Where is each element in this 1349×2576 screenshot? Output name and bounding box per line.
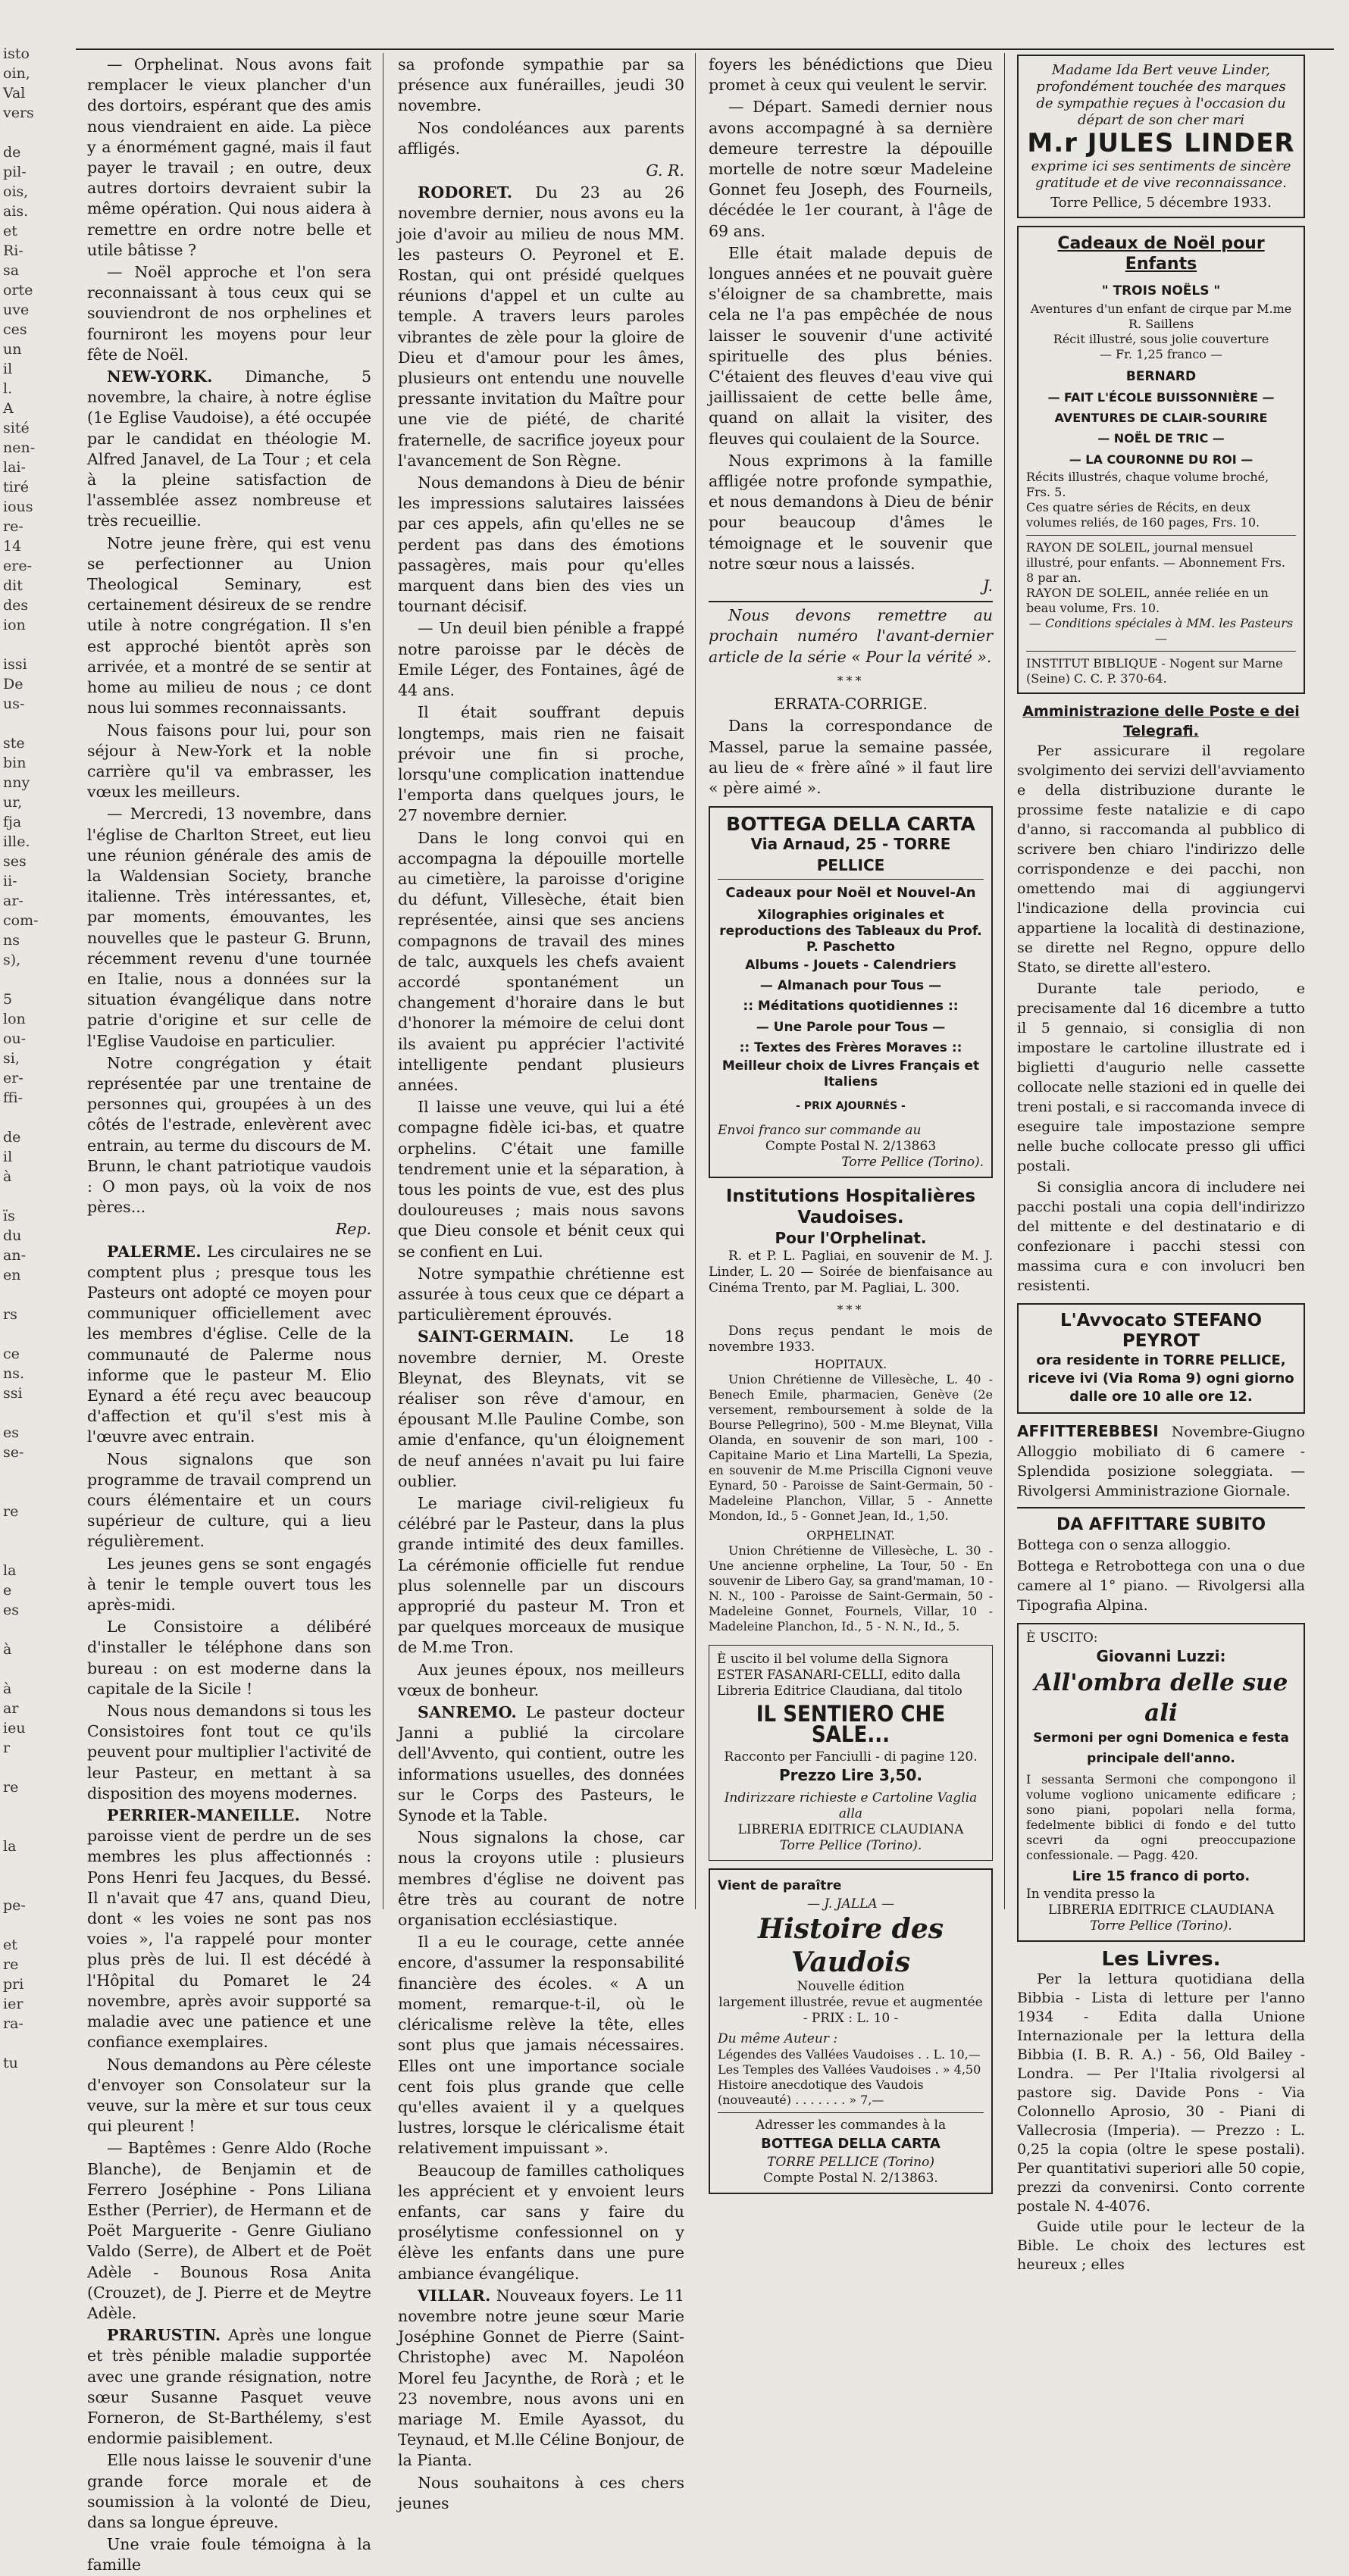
sanremo-article: SANREMO. Le pasteur docteur Janni a publié la circolare dell'Avvento, qui contient, outre les informations usuelles, des données sur le Corps des Pasteurs, le Synode et la Table. xyxy=(398,1703,684,1825)
edge-fragment: re- xyxy=(3,518,23,535)
edge-fragment: ces xyxy=(3,321,27,338)
edge-fragment: un xyxy=(3,341,22,358)
ad-line: — Une Parole pour Tous — xyxy=(756,1019,946,1035)
article-paragraph: Elle était malade depuis de longues années et ne pouvait guère s'éloigner de sa chambrette, mais cela ne l'a pas empêchée de nous laisser le souvenir d'une activité spirituelle des plus bénies. C'étaient des fleuves d'eau vive qui jaillissaient de cette belle âme, quand on allait la visiter, des fleuves qui coulaient de la Source. xyxy=(709,243,993,448)
edge-fragment: ffi- xyxy=(3,1089,23,1106)
edge-fragment: ns xyxy=(3,932,20,949)
ad-line: Albums - Jouets - Calendriers xyxy=(745,957,956,973)
ornament-stars: *** xyxy=(837,673,865,688)
ad-line: Torre Pellice (Torino). xyxy=(779,1838,922,1854)
ad-line: Les Temples des Vallées Vaudoises . » 4,50 xyxy=(718,2062,981,2077)
edge-fragment: à xyxy=(3,1680,12,1697)
edge-fragment: pe- xyxy=(3,1897,26,1914)
ad-line: ora residente in TORRE PELLICE, riceve ivi (Via Roma 9) ogni giorno dalle ore 10 alle ore 12. xyxy=(1028,1352,1294,1405)
ad-line: — Almanach pour Tous — xyxy=(759,978,942,994)
edge-fragment: pri xyxy=(3,1976,24,1993)
luzzi-book-ad xyxy=(1017,1623,1305,1942)
linder-notice xyxy=(1017,55,1305,218)
edge-fragment: ur, xyxy=(3,794,23,811)
edge-fragment: et xyxy=(3,1937,17,1953)
edge-fragment: De xyxy=(3,676,23,692)
edge-fragment: fja xyxy=(3,814,22,830)
left-page-edge-fragments xyxy=(0,0,45,2071)
livres-heading: Les Livres. xyxy=(1101,1948,1221,1971)
edge-fragment: es xyxy=(3,1424,19,1441)
edge-fragment xyxy=(0,123,45,142)
article-paragraph: Nous demandons au Père céleste d'envoyer son Consolateur sur la veuve, sur la mère et sur tous ceux qui pleurent ! xyxy=(87,2055,371,2136)
edge-fragment: ra- xyxy=(3,2015,23,2032)
ad-line: - PRIX AJOURNÉS - xyxy=(796,1099,906,1112)
edge-fragment: bin xyxy=(3,755,27,771)
ad-line: Prezzo Lire 3,50. xyxy=(778,1765,922,1784)
ad-line: Torre Pellice (Torino). xyxy=(1090,1918,1232,1934)
edge-fragment: 5 xyxy=(3,991,13,1008)
ad-line: Indirizzare richieste e Cartoline Vaglia alla xyxy=(724,1790,978,1822)
ad-line: — Conditions spéciales à MM. les Pasteurs — xyxy=(1028,615,1294,646)
ad-line: Compte Postal N. 2/13863. xyxy=(763,2170,938,2186)
edge-fragment: uve xyxy=(3,302,30,318)
edge-fragment: de xyxy=(3,1129,21,1146)
ad-line: Histoire anecdotique des Vaudois (nouveauté) . . . . . . . » 7,— xyxy=(718,2077,924,2108)
edge-fragment xyxy=(0,1285,45,1305)
edge-fragment: se- xyxy=(3,1444,24,1461)
column-4 xyxy=(1017,55,1305,2274)
perrier-maneille-heading: PERRIER-MANEILLE. xyxy=(107,1806,301,1825)
article-paragraph: sa profonde sympathie par sa présence aux funérailles, jeudi 30 novembre. xyxy=(398,55,684,115)
article-paragraph: Aux jeunes époux, nos meilleurs vœux de bonheur. xyxy=(398,1660,684,1699)
edge-fragment: ar- xyxy=(3,893,23,909)
edge-fragment: de xyxy=(3,144,21,161)
cadeaux-noel-ad xyxy=(1017,226,1305,694)
article-paragraph: Nous signalons que son programme de travail comprend un cours élémentaire et un cours supérieur de culture, qui a lieu régulièrement. xyxy=(87,1449,371,1551)
saint-germain-article: SAINT-GERMAIN. Le 18 novembre dernier, M. Oreste Bleynat, des Bleynats, vit se réaliser son rêve d'amour, en épousant M.lle Pauline Combe, son amie d'enfance, qu'un éloignement de neuf années n'avait pu lui faire oublier. xyxy=(398,1327,684,1490)
ad-line: Sermoni per ogni Domenica e festa principale dell'anno. xyxy=(1033,1730,1289,1766)
poste-heading: Amministrazione delle Poste e dei Telegrafi. xyxy=(1022,702,1300,739)
edge-fragment: vers xyxy=(3,105,34,121)
ad-address: Via Arnaud, 25 - TORRE PELLICE xyxy=(750,835,951,874)
edge-fragment: tiré xyxy=(3,479,30,496)
edge-fragment: Val xyxy=(3,85,26,102)
edge-fragment: ille. xyxy=(3,833,30,850)
ad-line: Lire 15 franco di porto. xyxy=(1072,1868,1250,1885)
ad-line: Du même Auteur : xyxy=(718,2031,838,2047)
edge-fragment xyxy=(0,1659,45,1679)
ad-line: Envoi franco sur commande au xyxy=(718,1123,922,1139)
ad-line: È USCITO: xyxy=(1026,1630,1098,1646)
orphelinat-heading: Pour l'Orphelinat. xyxy=(775,1229,927,1248)
edge-fragment: isto xyxy=(3,45,30,62)
ad-line: Compte Postal N. 2/13863 xyxy=(765,1139,937,1155)
ad-line: — FAIT L'ÉCOLE BUISSONNIÈRE — xyxy=(1047,390,1275,405)
edge-fragment: ier xyxy=(3,1996,23,2012)
edge-fragment xyxy=(0,1876,45,1896)
article-paragraph: foyers les bénédictions que Dieu promet à ceux qui veulent le servir. xyxy=(709,55,993,95)
edge-fragment xyxy=(0,1324,45,1344)
edge-fragment: en xyxy=(3,1267,21,1283)
ad-line: LIBRERIA EDITRICE CLAUDIANA xyxy=(1047,1902,1274,1918)
column-separator xyxy=(1004,53,1005,1909)
donation-paragraph: Dons reçus pendant le mois de novembre 1933. xyxy=(709,1323,993,1355)
affittare-heading: DA AFFITTARE SUBITO xyxy=(1056,1515,1266,1535)
ad-line: Récits illustrés, chaque volume broché, Frs. 5. xyxy=(1026,469,1269,499)
ad-line: INSTITUT BIBLIQUE - Nogent sur Marne (Seine) C. C. P. 370-64. xyxy=(1026,655,1283,686)
errata-paragraph: Dans la correspondance de Massel, parue la semaine passée, au lieu de « frère aîné » il faut lire « père aimé ». xyxy=(709,717,993,797)
column-3 xyxy=(709,55,993,2186)
edge-fragment: es xyxy=(3,1602,19,1618)
article-paragraph: Il a eu le courage, cette année encore, d'assumer la responsabilité financière des écoles. « A un moment, remarque-t-il, où le cléricalisme relève la tête, elles sont plus que jamais nécessaires. Elles ont une importance sociale cent fois plus grande que celle qu'elles avaient il y a quelques lustres, lorsque le cléricalisme était relativement impuissant ». xyxy=(398,1933,684,2158)
ad-line: largement illustrée, revue et augmentée xyxy=(718,1995,983,2011)
edge-fragment: re xyxy=(3,1956,19,1973)
livres-paragraph: Per la lettura quotidiana della Bibbia - Lista di letture per l'anno 1934 - Edita dalla Unione Internazionale per la lettura della Bibbia (I. B. R. A.) - 56, Old Bailey - Londra. — Per l'Italia rivolgersi al pastore sig. Davide Pons - Via Colonnello Aprosio, 30 - Piani di Vallecrosia (Imperia). — Prezzo : L. 0,25 la copia (oltre le spese postali). Per quantitativi superiori alle 50 copie, prezzi da convenirsi. Conto corrente postale N. 4-4076. xyxy=(1017,1971,1305,2215)
edge-fragment: l. xyxy=(3,380,13,397)
ad-title: Cadeaux de Noël pour Enfants xyxy=(1057,234,1265,274)
edge-fragment: ieu xyxy=(3,1720,26,1737)
edge-fragment: lon xyxy=(3,1011,26,1027)
edge-fragment: 14 xyxy=(3,538,22,555)
ad-line: AVENTURES DE CLAIR-SOURIRE xyxy=(1054,411,1268,426)
edge-fragment xyxy=(0,1186,45,1206)
poste-paragraph: Per assicurare il regolare svolgimento dei servizi dell'avviamento e della distribuzione durante le prossime feste natalizie e di capo d'anno, si raccomanda al pubblico di scrivere ben chiaro l'indirizzo delle corrispondenze e dei pacchi, non omettendo mai di aggiungervi l'indicazione della provincia cui appartiene la località di destinazione, se dirette nel Regno, oppure dello Stato, se dirette all'estero. xyxy=(1017,742,1305,976)
edge-fragment: la xyxy=(3,1562,17,1579)
ad-line: — J. JALLA — xyxy=(806,1896,895,1912)
ad-line: I sessanta Sermoni che compongono il volume vogliono unicamente edificare ; sono piani, popolari nella forma, fedelmente biblici di fondo e del tutto scevri da ogni preoccupazione confessionale. — Pagg. 420. xyxy=(1026,1772,1296,1863)
edge-fragment: ois, xyxy=(3,183,29,200)
edge-fragment xyxy=(0,1403,45,1423)
edge-fragment: ou- xyxy=(3,1030,27,1047)
edge-fragment: s), xyxy=(3,952,21,968)
article-paragraph: Notre jeune frère, qui est venu se perfectionner au Union Theological Seminary, est certainement désireux de se rendre utile à notre congrégation. Il s'en est approché bientôt après son arrivée, et a montré de se sentir at home au milieu de nous ; ce dont nous lui sommes reconnaissants. xyxy=(87,533,371,717)
edge-fragment: ssi xyxy=(3,1385,23,1402)
donation-list: Union Chrétienne de Villesèche, L. 40 - Benech Emile, pharmacien, Genève (2e versement, remboursement à solde de la Bourse Pellegrino), 500 - M.me Bleynat, Villa Olanda, en souvenir de son mari, 100 - Capitaine Mario et Lina Martelli, La Spezia, en souvenir de M.me Priscilla Cignoni veuve Eynard, 50 - Paroisse de Saint-Germain, 50 - Madeleine Planchon, Villar, 5 - Annette Mondon, Id., 5 - Gonnet Jean, Id., 1,50. xyxy=(709,1371,993,1523)
prarustin-article: PRARUSTIN. Après une longue et très pénible maladie supportée avec une grande résignation, notre sœur Susanne Pasquet veuve Forneron, de St-Barthélemy, s'est endormie paisiblement. xyxy=(87,2326,371,2448)
ad-line: Aventures d'un enfant de cirque par M.me R. Saillens xyxy=(1030,301,1292,331)
ad-line: Meilleur choix de Livres Français et Italiens xyxy=(721,1058,980,1089)
edge-fragment xyxy=(0,1856,45,1876)
orphelinat-paragraph: — Orphelinat. Nous avons fait remplacer le vieux plancher d'un des dortoirs, espérant que des amis nous viendraient en aide. La pièce y a énormément gagné, mais il faut payer le travail ; en outre, deux autres dortoirs devraient subir la même opération. Qui nous aidera à remettre en ordre notre belle et utile bâtisse ? xyxy=(87,55,371,259)
sanremo-heading: SANREMO. xyxy=(418,1703,517,1722)
article-paragraph: Il était souffrant depuis longtemps, mais rien ne faisait prévoir une fin si proche, lorsqu'une complication inattendue l'emporta dans quelques jours, le 27 novembre dernier. xyxy=(398,703,684,825)
edge-fragment: des xyxy=(3,597,29,614)
article-paragraph: Dans le long convoi qui en accompagna la dépouille mortelle au cimetière, la paroisse d'origine du défunt, Villesèche, était bien représentée, ainsi que ses anciens compagnons de travail des mines de talc, auxquels les chefs avaient accordé spontanément un changement d'horaire dans le but d'honorer la mémoire de celui dont ils avaient pu apprécier l'activité intelligente pendant plusieurs années. xyxy=(398,828,684,1094)
edge-fragment: pil- xyxy=(3,164,27,180)
article-paragraph: — Départ. Samedi dernier nous avons accompagné à sa dernière demeure terrestre la dépouille mortelle de notre sœur Madeleine Gonnet feu Joseph, des Fourneils, décédée le 1er courant, à l'âge de 69 ans. xyxy=(709,98,993,240)
histoire-des-vaudois-ad xyxy=(709,1868,993,2193)
donation-paragraph: R. et P. L. Pagliai, en souvenir de M. J. Linder, L. 20 — Soirée de bienfaisance au Cinéma Trento, par M. Pagliai, L. 300. xyxy=(709,1249,993,1296)
article-paragraph: Le mariage civil-religieux fu célébré par le Pasteur, dans la plus grande intimité des deux familles. La cérémonie officielle fut rendue plus solennelle par un discours approprié du pasteur M. Tron et par quelques morceaux de musique de M.me Tron. xyxy=(398,1494,684,1657)
edge-fragment: ii- xyxy=(3,873,17,889)
ad-line: Nouvelle édition xyxy=(797,1979,905,1995)
new-york-heading: NEW-YORK. xyxy=(107,367,213,386)
orphelinat-list-heading: ORPHELINAT. xyxy=(806,1527,895,1543)
article-paragraph: Nous souhaitons à ces chers jeunes xyxy=(398,2473,684,2512)
ad-title: L'Avvocato STEFANO PEYROT xyxy=(1059,1310,1263,1352)
ad-line: RAYON DE SOLEIL, journal mensuel illustré, pour enfants. — Abonnement Frs. 8 par an. xyxy=(1026,539,1285,585)
ad-line: BERNARD xyxy=(1125,368,1197,384)
ad-line: RAYON DE SOLEIL, année reliée en un beau volume, Frs. 10. xyxy=(1026,585,1269,615)
article-paragraph: — Mercredi, 13 novembre, dans l'église de Charlton Street, eut lieu une réunion générale des amis de la Waldensian Society, branche italienne. Très intéressantes, et, par moments, émouvantes, les nouvelles que le pasteur G. Brunn, récemment revenu d'une tournée en Italie, nous a données sur la situation évangélique dans notre patrie d'origine et sur celle de l'Eglise Vaudoise en particulier. xyxy=(87,805,371,1050)
ad-line: Vient de paraître xyxy=(718,1878,842,1894)
edge-fragment: Ri- xyxy=(3,242,23,259)
divider xyxy=(709,601,993,602)
affitterebbesi-ad: AFFITTEREBBESI Novembre-Giugno Alloggio mobiliato di 6 camere - Splendida posizione soleggiata. — Rivolgersi Amministrazione Giornale. xyxy=(1017,1422,1305,1500)
villar-heading: VILLAR. xyxy=(418,2286,491,2305)
article-paragraph: Elle nous laisse le souvenir d'une grande force morale et de soumission à la volonté de Dieu, dans sa longue épreuve. xyxy=(87,2451,371,2531)
ad-line: " TROIS NOËLS " xyxy=(1101,283,1221,299)
edge-fragment: issi xyxy=(3,656,27,673)
edge-fragment: ion xyxy=(3,617,26,633)
edge-fragment: dit xyxy=(3,577,23,594)
rodoret-heading: RODORET. xyxy=(418,183,513,202)
edge-fragment: oin, xyxy=(3,65,30,82)
new-york-article: NEW-YORK. Dimanche, 5 novembre, la chaire, à notre église (1e Eglise Vaudoise), a été occupée par le candidat en théologie M. Alfred Janavel, de La Tour ; et cela à la pleine satisfaction de l'assemblée assez nombreuse et très recueillie. xyxy=(87,367,371,530)
ad-line: Racconto per Fanciulli - di pagine 120. xyxy=(724,1749,978,1765)
edge-fragment: sité xyxy=(3,420,30,436)
villar-article: VILLAR. Nouveaux foyers. Le 11 novembre notre jeune sœur Marie Joséphine Gonnet de Pierre (Saint-Christophe) avec M. Napoléon Morel feu Jacynthe, de Rorà ; et le 23 novembre, nous avons uni en mariage M. Emile Ayassot, du Teynaud, et M.lle Céline Bonjour, de la Pianta. xyxy=(398,2286,684,2470)
ad-line: — NOËL DE TRIC — xyxy=(1097,431,1225,446)
ad-line: Cadeaux pour Noël et Nouvel-An xyxy=(725,884,976,901)
institutions-heading: Institutions Hospitalières Vaudoises. xyxy=(725,1186,976,1228)
edge-fragment: ere- xyxy=(3,558,32,574)
ad-line: Légendes des Vallées Vaudoises . . L. 10,— xyxy=(718,2047,981,2062)
ad-line: Ces quatre séries de Récits, en deux volumes reliés, de 160 pages, Frs. 10. xyxy=(1026,499,1260,530)
edge-fragment: et xyxy=(3,223,17,239)
edge-fragment: lai- xyxy=(3,459,26,476)
edge-fragment: ais. xyxy=(3,203,29,220)
edge-fragment: la xyxy=(3,1838,17,1855)
ad-title: IL SENTIERO CHE SALE... xyxy=(756,1700,946,1747)
edge-fragment xyxy=(0,2034,45,2053)
ad-line: LIBRERIA EDITRICE CLAUDIANA xyxy=(737,1822,964,1838)
edge-fragment: er- xyxy=(3,1070,23,1086)
ad-line: Xilographies originales et reproductions des Tableaux du Prof. P. Paschetto xyxy=(719,907,982,955)
ad-line: — Fr. 1,25 franco — xyxy=(1099,346,1223,361)
edge-fragment: ar xyxy=(3,1700,19,1717)
ad-line: BOTTEGA DELLA CARTA xyxy=(761,2136,941,2152)
edge-fragment xyxy=(0,1620,45,1640)
edge-fragment xyxy=(0,1797,45,1817)
edge-fragment: du xyxy=(3,1227,22,1244)
ad-line: Torre Pellice, 5 décembre 1933. xyxy=(1050,195,1272,211)
ad-title: All'ombra delle sue ali xyxy=(1034,1668,1288,1727)
edge-fragment: rs xyxy=(3,1306,17,1323)
edge-fragment: si, xyxy=(3,1050,20,1067)
article-paragraph: Le Consistoire a délibéré d'installer le téléphone dans son bureau : on est moderne dans la capitale de la Sicile ! xyxy=(87,1618,371,1698)
ad-line: Madame Ida Bert veuve Linder, profondément touchée des marques de sympathie reçues à l'occasion du départ de son cher mari xyxy=(1036,62,1286,128)
edge-fragment: ns. xyxy=(3,1365,25,1382)
hopitaux-heading: HOPITAUX. xyxy=(814,1356,887,1371)
edge-fragment xyxy=(0,635,45,655)
edge-fragment xyxy=(0,970,45,989)
column-2 xyxy=(398,55,684,2512)
affitterebbesi-heading: AFFITTEREBBESI xyxy=(1017,1422,1159,1441)
ad-line: Récit illustré, sous jolie couverture xyxy=(1053,331,1269,346)
signature: G. R. xyxy=(646,161,684,180)
edge-fragment: à xyxy=(3,1168,12,1185)
signature: Rep. xyxy=(335,1220,371,1239)
edge-fragment: nen- xyxy=(3,439,36,456)
edge-fragment xyxy=(0,1817,45,1837)
edge-fragment: re xyxy=(3,1779,19,1796)
edge-fragment: A xyxy=(3,400,14,417)
article-paragraph: Nous faisons pour lui, pour son séjour à New-York et la noble carrière qu'il va embrasser, les vœux les meilleurs. xyxy=(87,721,371,802)
poste-paragraph: Si consiglia ancora di includere nei pacchi postali una copia dell'indirizzo del mittente e del destinatario e di confezionare i pacchi stessi con massima cura e con involucri ben resistenti. xyxy=(1017,1178,1305,1294)
avvocato-peyrot-ad xyxy=(1017,1303,1305,1414)
edge-fragment xyxy=(0,1758,45,1777)
edge-fragment xyxy=(0,1541,45,1561)
ad-line: È uscito il bel volume della Signora ESTER FASANARI-CELLI, edito dalla Libreria Editrice Claudiana, dal titolo xyxy=(717,1651,962,1699)
article-paragraph: Nous exprimons à la famille affligée notre profonde sympathie, et nous demandons à Dieu de bénir pour beaucoup d'âmes le témoignage et le souvenir que notre sœur nous a laissés. xyxy=(709,451,993,573)
ad-line: TORRE PELLICE (Torino) xyxy=(767,2154,934,2170)
affittare-line: Bottega con o senza alloggio. xyxy=(1017,1537,1232,1554)
edge-fragment: orte xyxy=(3,282,33,299)
livres-paragraph: Guide utile pour le lecteur de la Bible. Le choix des lectures est heureux ; elles xyxy=(1017,2218,1305,2274)
ad-line: :: Textes des Frères Moraves :: xyxy=(739,1039,962,1055)
ad-line: Torre Pellice (Torino). xyxy=(841,1155,984,1171)
saint-germain-heading: SAINT-GERMAIN. xyxy=(418,1327,574,1346)
article-paragraph: Beaucoup de familles catholiques les apprécient et y envoient leurs enfants, car sans y faire du prosélytisme confessionnel on y élève les enfants dans une pure ambiance évangélique. xyxy=(398,2161,684,2283)
affittare-line: Bottega e Retrobottega con una o due camere al 1° piano. — Rivolgersi alla Tipografia Alpina. xyxy=(1017,1558,1305,1615)
article-paragraph: Nous demandons à Dieu de bénir les impressions salutaires laissées par ces appels, afin qu'elles ne se perdent pas dans des émotions passagères, mais pour qu'elles marquent dans bien des vies un tournant décisif. xyxy=(398,474,684,616)
edge-fragment: us- xyxy=(3,696,25,712)
article-paragraph: Notre sympathie chrétienne est assurée à tous ceux que ce départ a particulièrement éprouvés. xyxy=(398,1264,684,1324)
article-paragraph: Nous signalons la chose, car nous la croyons utile : plusieurs membres d'église ne doivent pas être très au courant de notre organisation ecclésiastique. xyxy=(398,1828,684,1930)
poste-paragraph: Durante tale periodo, e precisamente dal 16 dicembre a tutto il 5 gennaio, si consiglia di non impostare le cartoline illustrate ed i biglietti d'augurio nelle cassette collocate nelle stazioni ed in quelle dei treni postali, e si raccomanda invece di eseguire tale impostazione sempre nelle buche collocate presso gli uffici postali. xyxy=(1017,980,1305,1174)
edge-fragment xyxy=(0,1462,45,1482)
edge-fragment: il xyxy=(3,1149,13,1165)
ad-line: :: Méditations quotidiennes :: xyxy=(743,999,959,1014)
edge-fragment xyxy=(0,1521,45,1541)
rodoret-article: RODORET. Du 23 au 26 novembre dernier, nous avons eu la joie d'avoir au milieu de nous MM. les pasteurs O. Peyronel et E. Rostan, qui ont présidé quelques réunions d'appel et un culte au temple. A travers leurs paroles vibrantes de zèle pour la gloire de Dieu et d'amour pour les âmes, plusieurs ont entendu une nouvelle pressante invitation du Maître pour une vie de piété, de charité fraternelle, de sacrifice joyeux pour l'avancement de Son Règne. xyxy=(398,183,684,470)
edge-fragment: ste xyxy=(3,735,25,752)
edge-fragment: com- xyxy=(3,912,39,929)
ad-title: Histoire des Vaudois xyxy=(757,1913,944,1979)
ad-line: Adresser les commandes à la xyxy=(755,2118,947,2134)
ad-line: Giovanni Luzzi: xyxy=(1096,1647,1226,1666)
edge-fragment: an- xyxy=(3,1247,26,1264)
editorial-note: Nous devons remettre au prochain numéro l'avant-dernier article de la série « Pour la vérité ». xyxy=(709,606,993,666)
article-paragraph: Nous nous demandons si tous les Consistoires font tout ce qu'ils peuvent pour multiplier l'activité de leur Pasteur, en mettant à sa disposition des moyens modernes. xyxy=(87,1702,371,1802)
edge-fragment: ce xyxy=(3,1346,20,1362)
edge-fragment: nny xyxy=(3,774,30,791)
edge-fragment: ious xyxy=(3,499,33,515)
sentiero-che-sale-ad xyxy=(709,1645,993,1862)
bottega-della-carta-ad xyxy=(709,806,993,1178)
edge-fragment: e xyxy=(3,1582,12,1599)
edge-fragment: il xyxy=(3,361,13,377)
article-paragraph: Il laisse une veuve, qui lui a été compagne fidèle ici-bas, et quatre orphelins. C'était une famille tendrement unie et la séparation, à tous les points de vue, est des plus douloureuses ; mais nous savons que Dieu console et bénit ceux qui se confient en Lui. xyxy=(398,1098,684,1261)
edge-fragment xyxy=(0,1108,45,1127)
edge-fragment: à xyxy=(3,1641,12,1658)
ad-line: In vendita presso la xyxy=(1026,1887,1156,1902)
palerme-article: PALERME. Les circulaires ne se comptent plus ; presque tous les Pasteurs ont adopté ce moyen pour communiquer officiellement avec les membres d'église. Celle de la communauté de Palerme nous informe que le pasteur M. Elio Eynard a été reçu avec beaucoup d'affection et qu'il s'est mis à l'œuvre avec entrain. xyxy=(87,1242,371,1446)
perrier-maneille-article: PERRIER-MANEILLE. Notre paroisse vient de perdre un de ses membres les plus affectionnés : Pons Henri feu Jacques, du Bessé. Il n'avait que 47 ans, quand Dieu, dont « les voies ne sont pas nos voies », l'a rappelé pour monter plus près de lui. Il est décédé à l'Hôpital du Pomaret le 24 novembre, après avoir supporté sa maladie avec une patience et une confiance exemplaires. xyxy=(87,1806,371,2052)
signature: J. xyxy=(982,577,993,596)
article-paragraph: Les jeunes gens se sont engagés à tenir le temple ouvert tous les après-midi. xyxy=(87,1554,371,1615)
edge-fragment: sa xyxy=(3,262,20,279)
article-paragraph: — Baptêmes : Genre Aldo (Roche Blanche), de Benjamin et de Ferrero Joséphine - Pons Liliana Esther (Perrier), de Hermann et de Poët Marguerite - Genre Giuliano Valdo (Serre), de Albert et de Poët Adèle - Bounous Rosa Anita (Crouzet), de J. Pierre et de Meytre Adèle. xyxy=(87,2139,371,2322)
article-paragraph: Notre congrégation y était représentée par une trentaine de personnes qui, groupées à un des côtés de l'estrade, enlevèrent avec entrain, au terme du discours de M. Brunn, le chant patriotique vaudois : O mon pays, où la voix de nos pères... xyxy=(87,1053,371,1217)
palerme-heading: PALERME. xyxy=(107,1242,202,1261)
edge-fragment xyxy=(0,714,45,733)
article-paragraph: Nos condoléances aux parents affligés. xyxy=(398,118,684,158)
top-rule xyxy=(76,48,1334,50)
column-separator xyxy=(695,53,696,1909)
ad-line: — LA COURONNE DU ROI — xyxy=(1069,452,1254,467)
edge-fragment: r xyxy=(3,1740,11,1756)
noel-paragraph: — Noël approche et l'on sera reconnaissant à tous ceux qui se souviendront de nos orphelines et fourniront les moyens pour leur fête de Noël. xyxy=(87,263,371,364)
edge-fragment xyxy=(0,1482,45,1502)
edge-fragment: re xyxy=(3,1503,19,1520)
prarustin-heading: PRARUSTIN. xyxy=(107,2326,221,2345)
ad-title: BOTTEGA DELLA CARTA xyxy=(726,813,975,836)
article-paragraph: — Un deuil bien pénible a frappé notre paroisse par le décès de Emile Léger, des Fontaines, âgé de 44 ans. xyxy=(398,619,684,700)
edge-fragment xyxy=(0,1915,45,1935)
errata-heading: ERRATA-CORRIGE. xyxy=(773,695,928,714)
article-paragraph: Une vraie foule témoigna à la famille xyxy=(87,2535,371,2574)
edge-fragment: tu xyxy=(3,2055,18,2071)
ad-title: M.r JULES LINDER xyxy=(1027,128,1295,158)
ad-line: exprime ici ses sentiments de sincère gratitude et de vive reconnaissance. xyxy=(1031,158,1291,192)
edge-fragment: ses xyxy=(3,853,27,870)
donation-list: Union Chrétienne de Villesèche, L. 30 - Une ancienne orpheline, La Tour, 50 - En souvenir de Libero Gay, sa grand'maman, 10 - N. N., 100 - Paroisse de Saint-Germain, 50 - Madeleine Gonnet, Fournels, Villar, 10 - Madeleine Planchon, Id., 5 - N. N., Id., 5. xyxy=(709,1543,993,1633)
ornament-stars: *** xyxy=(837,1302,865,1318)
edge-fragment: ïs xyxy=(3,1208,15,1224)
column-1 xyxy=(87,55,371,2574)
ad-line: - PRIX : L. 10 - xyxy=(803,2011,899,2027)
